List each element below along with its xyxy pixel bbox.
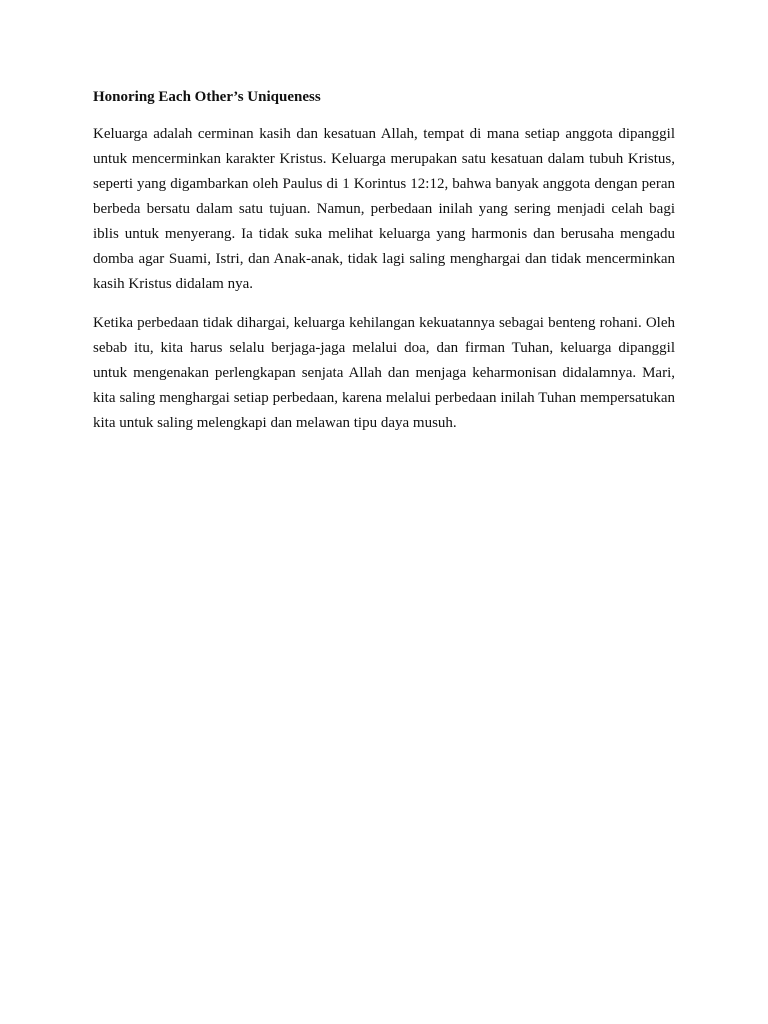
- document-title: Honoring Each Other’s Uniqueness: [93, 89, 321, 105]
- paragraph-2: Ketika perbedaan tidak dihargai, keluarga kehilangan kekuatannya sebagai benteng rohani. Oleh sebab itu, kita harus selalu berjaga-jaga melalui doa, dan firman Tuhan, keluarga dipanggil untuk mengenakan perlengkapan senjata Allah dan menjaga keharmonisan didalamnya. Mari, kita saling menghargai setiap perbedaan, karena melalui perbedaan inilah Tuhan mempersatukan kita untuk saling melengkapi dan melawan tipu daya musuh.: [93, 315, 675, 431]
- paragraph-1: Keluarga adalah cerminan kasih dan kesatuan Allah, tempat di mana setiap anggota dipanggil untuk mencerminkan karakter Kristus. Keluarga merupakan satu kesatuan dalam tubuh Kristus, seperti yang digambarkan oleh Paulus di 1 Korintus 12:12, bahwa banyak anggota dengan peran berbeda bersatu dalam satu tujuan. Namun, perbedaan inilah yang sering menjadi celah bagi iblis untuk menyerang. Ia tidak suka melihat keluarga yang harmonis dan berusaha mengadu domba agar Suami, Istri, dan Anak-anak, tidak lagi saling menghargai dan tidak mencerminkan kasih Kristus didalam nya.: [93, 126, 675, 292]
- document-body: [93, 86, 675, 450]
